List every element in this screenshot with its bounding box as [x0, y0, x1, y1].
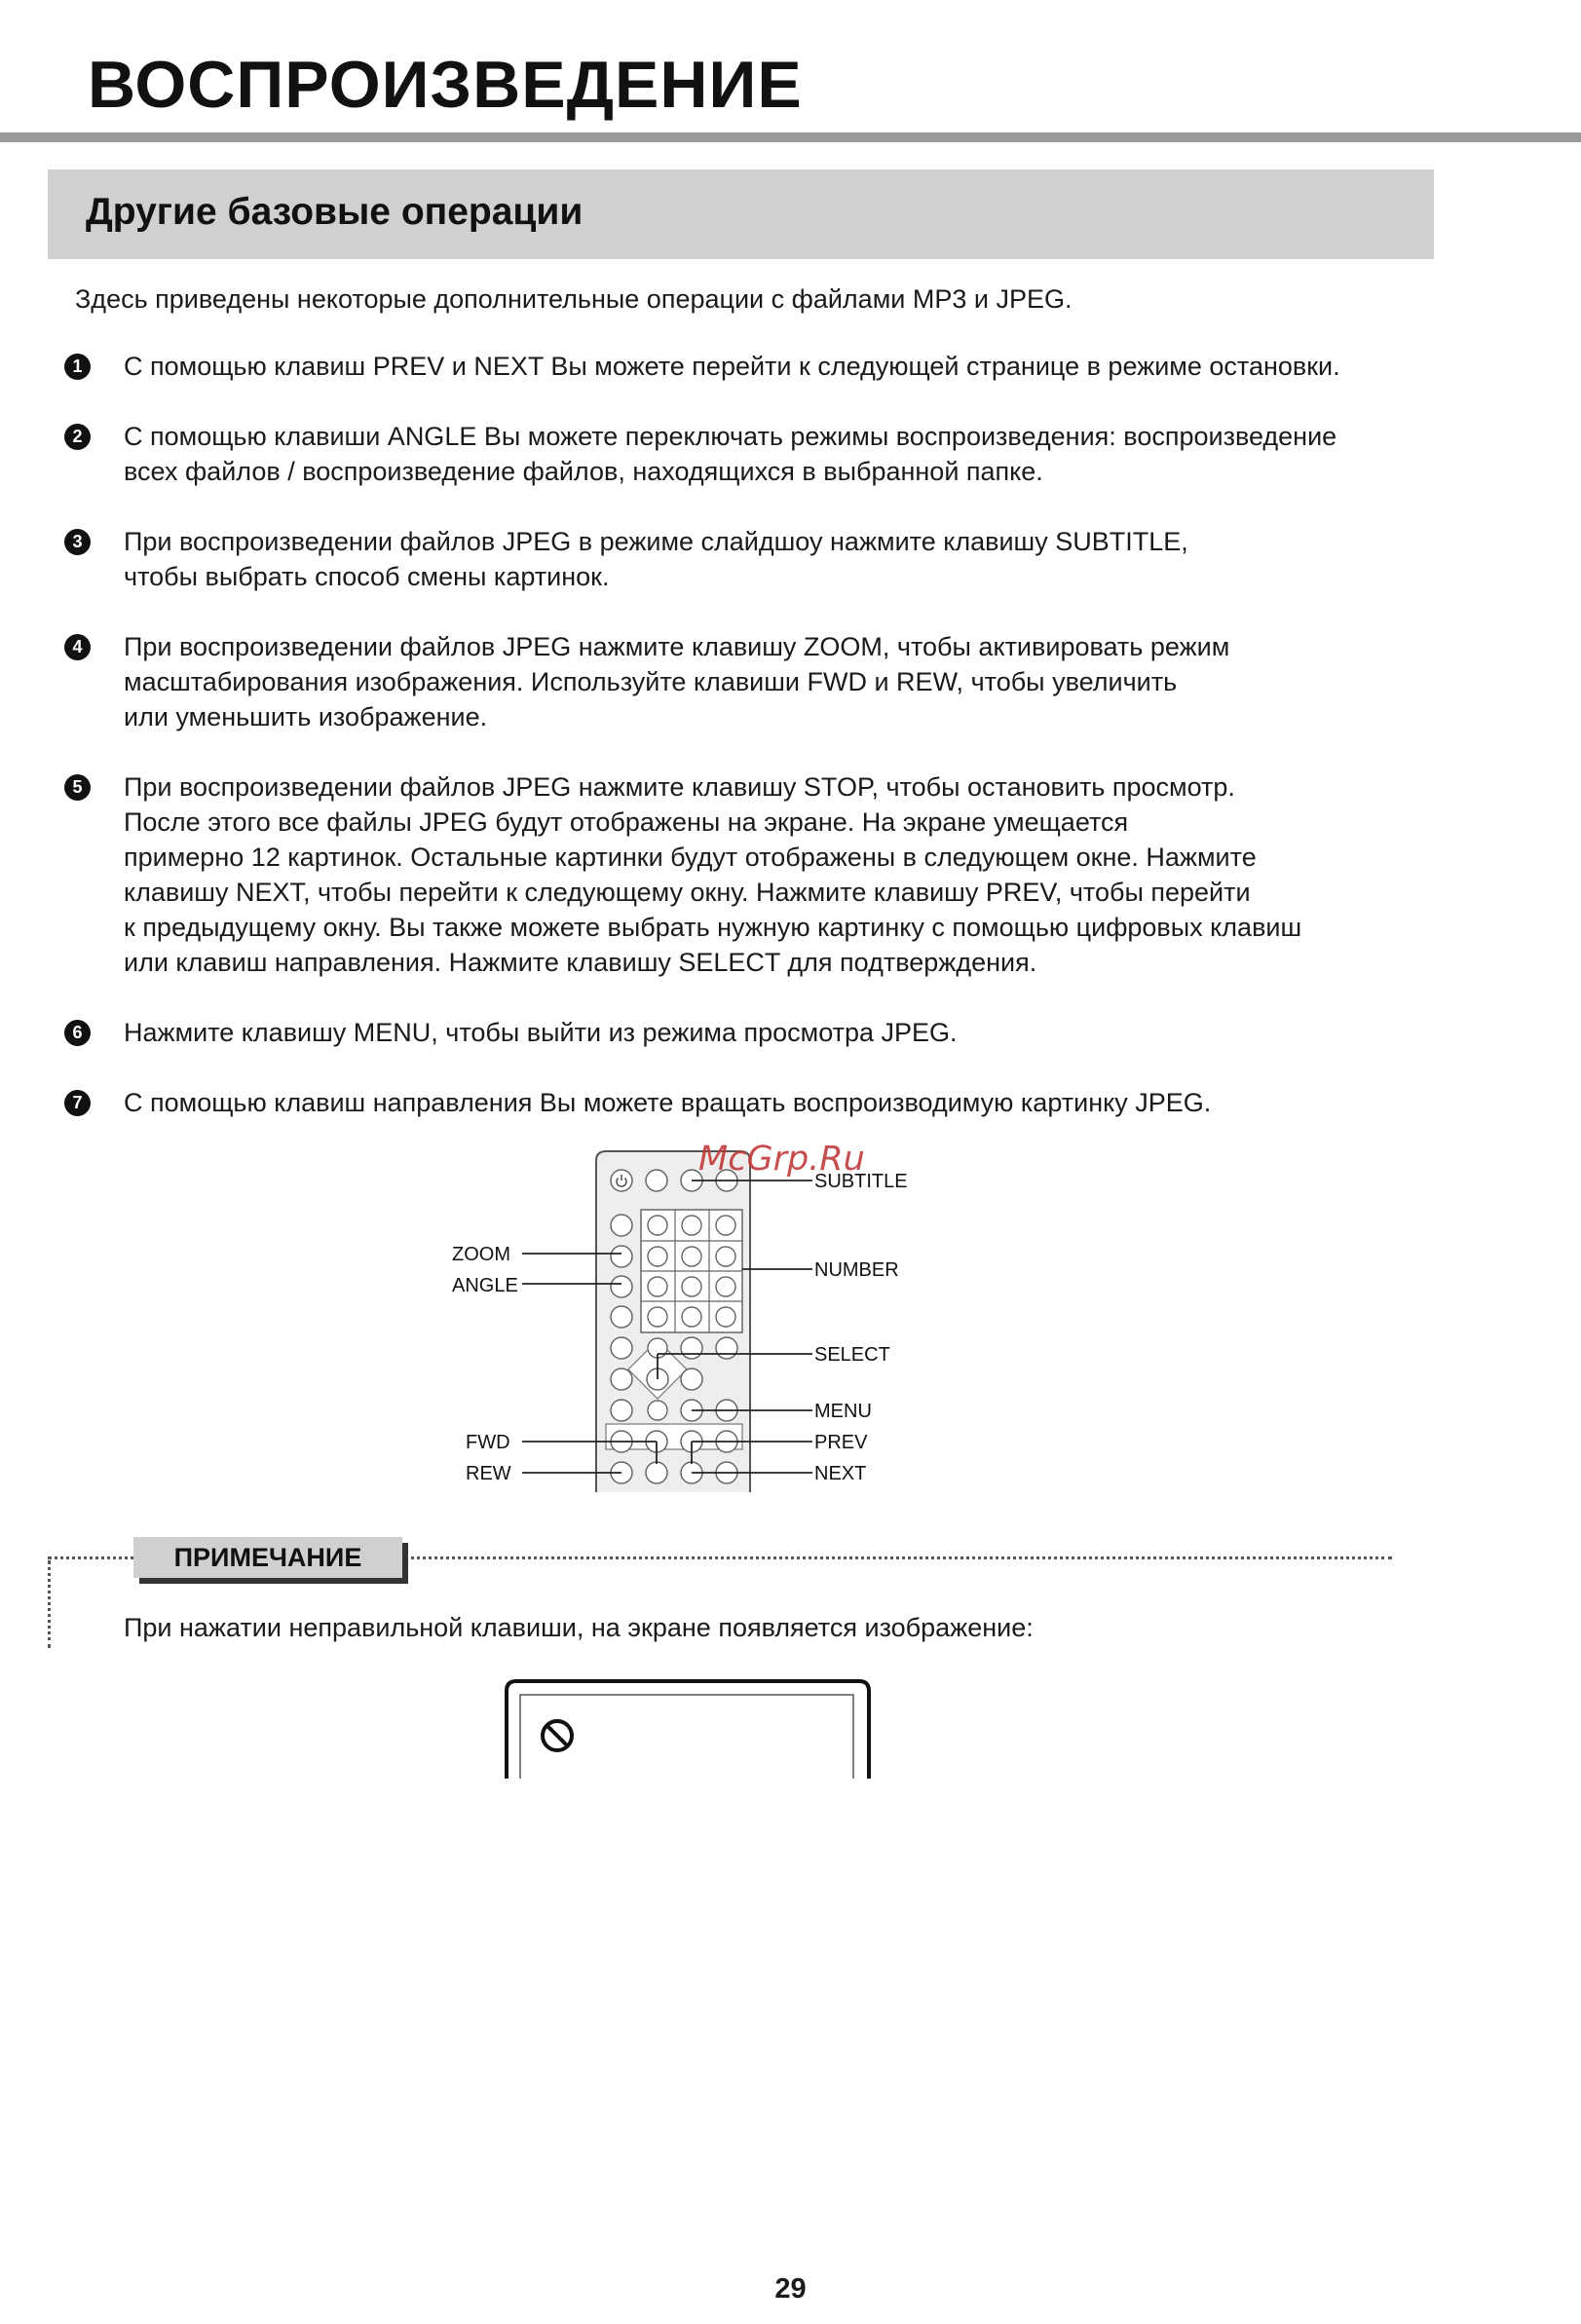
- step-number-badge: 7: [64, 1090, 91, 1116]
- title-rule: [0, 132, 1581, 142]
- section-title: Другие базовые операции: [86, 191, 583, 233]
- step-number-badge: 5: [64, 774, 91, 801]
- step-text: С помощью клавиш направления Вы можете вращать воспроизводимую картинку JPEG.: [124, 1088, 1212, 1117]
- step-number-badge: 1: [64, 354, 91, 380]
- step-number-badge: 4: [64, 634, 91, 660]
- remote-button[interactable]: [611, 1306, 632, 1328]
- number-button[interactable]: [648, 1216, 667, 1235]
- number-button[interactable]: [648, 1277, 667, 1296]
- label-prev: PREV: [814, 1432, 868, 1453]
- remote-button[interactable]: [646, 1170, 667, 1191]
- right-button[interactable]: [681, 1368, 702, 1390]
- label-menu: MENU: [814, 1401, 872, 1422]
- number-button[interactable]: [648, 1307, 667, 1327]
- step-text: При воспроизведении файлов JPEG в режиме слайдшоу нажмите клавишу SUBTITLE, чтобы выбрать способ смены картинок.: [124, 527, 1188, 591]
- label-number: NUMBER: [814, 1259, 899, 1281]
- step-number-badge: 6: [64, 1020, 91, 1046]
- step-number-badge: 2: [64, 424, 91, 450]
- number-button[interactable]: [648, 1247, 667, 1266]
- intro-text: Здесь приведены некоторые дополнительные операции с файлами MP3 и JPEG.: [75, 284, 1073, 314]
- note-label-box: [133, 1537, 402, 1578]
- number-button[interactable]: [716, 1247, 735, 1266]
- note-label: ПРИМЕЧАНИЕ: [173, 1543, 362, 1572]
- remote-button[interactable]: [611, 1400, 632, 1421]
- step-text: При воспроизведении файлов JPEG нажмите клавишу ZOOM, чтобы активировать режим масштабирования изображения. Используйте клавиши FWD и REW, чтобы увеличить или уменьшить изображение.: [124, 632, 1230, 731]
- number-button[interactable]: [716, 1216, 735, 1235]
- prohibited-icon: [543, 1721, 572, 1750]
- remote-button[interactable]: [681, 1337, 702, 1359]
- label-rew: REW: [466, 1463, 511, 1484]
- step-text: Нажмите клавишу MENU, чтобы выйти из режима просмотра JPEG.: [124, 1018, 958, 1047]
- angle-button[interactable]: [611, 1276, 632, 1297]
- number-button[interactable]: [682, 1216, 701, 1235]
- step-text: С помощью клавиши ANGLE Вы можете переключать режимы воспроизведения: воспроизведение всех файлов / воспроизведение файлов, находящихся в выбранной папке.: [124, 422, 1337, 486]
- note-text: При нажатии неправильной клавиши, на экране появляется изображение:: [124, 1613, 1034, 1642]
- zoom-button[interactable]: [611, 1246, 632, 1267]
- rew-button[interactable]: [646, 1462, 667, 1483]
- label-angle: ANGLE: [452, 1275, 518, 1296]
- left-button[interactable]: [611, 1368, 632, 1390]
- watermark: McGrp.Ru: [698, 1140, 865, 1179]
- page-title: ВОСПРОИЗВЕДЕНИЕ: [88, 48, 803, 122]
- down-button[interactable]: [648, 1401, 667, 1420]
- label-fwd: FWD: [466, 1432, 510, 1453]
- label-subtitle: SUBTITLE: [814, 1171, 908, 1192]
- remote-control-diagram: [438, 1140, 945, 1500]
- label-select: SELECT: [814, 1344, 890, 1366]
- remote-button[interactable]: [716, 1337, 737, 1359]
- tv-screen-illustration: [505, 1679, 871, 1779]
- number-button[interactable]: [716, 1307, 735, 1327]
- number-button[interactable]: [716, 1277, 735, 1296]
- number-button[interactable]: [682, 1307, 701, 1327]
- label-zoom: ZOOM: [452, 1244, 510, 1265]
- note-divider-left: [48, 1560, 51, 1648]
- number-button[interactable]: [682, 1277, 701, 1296]
- step-text: При воспроизведении файлов JPEG нажмите клавишу STOP, чтобы остановить просмотр. После этого все файлы JPEG будут отображены на экране. На экране умещается примерно 12 картинок. Остальные картинки будут отображены в следующем окне. Нажмите клавишу NEXT, чтобы перейти к следующему окну. Нажмите клавишу PREV, чтобы перейти к предыдущему окну. Вы также можете выбрать нужную картинку с помощью цифровых клавиш или клавиш направления. Нажмите клавишу SELECT для подтверждения.: [124, 772, 1302, 977]
- label-next: NEXT: [814, 1463, 867, 1484]
- step-text: С помощью клавиш PREV и NEXT Вы можете перейти к следующей странице в режиме остановки.: [124, 352, 1340, 381]
- remote-button[interactable]: [611, 1337, 632, 1359]
- remote-button[interactable]: [611, 1215, 632, 1236]
- page-number: 29: [774, 2273, 807, 2305]
- step-number-badge: 3: [64, 529, 91, 555]
- number-button[interactable]: [682, 1247, 701, 1266]
